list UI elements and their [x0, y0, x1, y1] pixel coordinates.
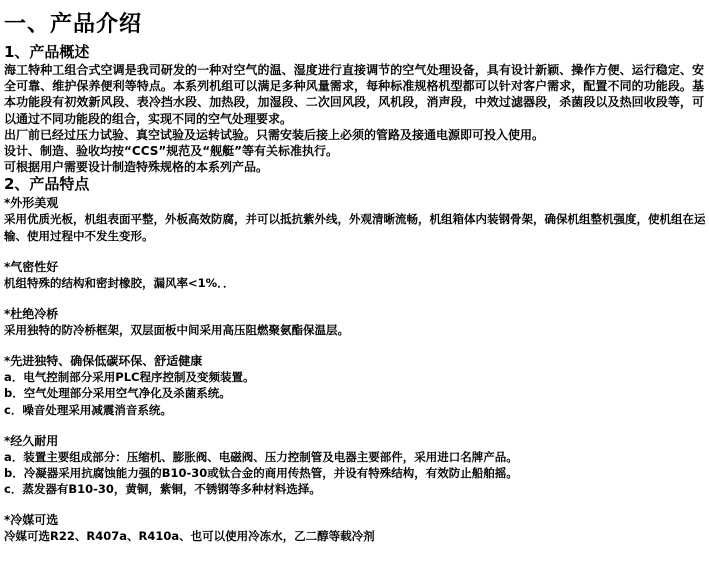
- overview-title: 1、产品概述: [4, 43, 90, 61]
- feature-refrigerant: [4, 512, 709, 544]
- overview-paragraph: 设计、制造、验收均按“CCS”规范及“舰艇”等有关标准执行。: [4, 144, 339, 159]
- feature-text: a．电气控制部分采用PLC程序控制及变频装置。: [4, 370, 255, 385]
- feature-cold-bridge: [4, 306, 709, 338]
- feature-text: 机组特殊的结构和密封橡胶，漏风率<1%．．: [4, 275, 235, 290]
- feature-appearance: [4, 195, 709, 243]
- feature-text: c．噪音处理采用减震消音系统。: [4, 402, 172, 417]
- feature-title: *杜绝冷桥: [4, 307, 59, 322]
- overview-paragraph: 出厂前已经过压力试验、真空试验及运转试验。只需安装后接上必须的管路及接通电源即可投入使用。: [4, 127, 545, 142]
- features-title: 2、产品特点: [4, 175, 90, 194]
- feature-text: 采用独特的防冷桥框架，双层面板中间采用高压阻燃聚氨酯保温层。: [4, 323, 349, 338]
- feature-text: 冷媒可选R22、R407a、R410a、也可以使用冷冻水，乙二醇等载冷剂: [4, 529, 375, 544]
- feature-text: 采用优质光板，机组表面平整，外板高效防腐，并可以抵抗紫外线，外观清晰流畅，机组箱体内装钢骨架，确保机组整机强度，使机组在运输、使用过程中不发生变形。: [4, 212, 706, 243]
- feature-title: *冷媒可选: [4, 513, 59, 528]
- overview-paragraph: 可根据用户需要设计制造特殊规格的本系列产品。: [4, 160, 269, 175]
- feature-text: b．空气处理部分采用空气净化及杀菌系统。: [4, 386, 231, 401]
- feature-airtightness: [4, 259, 709, 291]
- overview-section: [4, 43, 709, 175]
- feature-title: *先进独特、确保低碳环保、舒适健康: [4, 354, 203, 369]
- page-title: 一、产品介绍: [4, 12, 143, 37]
- feature-text: c．蒸发器有B10-30，黄铜，紫铜，不锈钢等多种材料选择。: [4, 482, 321, 497]
- feature-title: *气密性好: [4, 259, 59, 274]
- feature-title: *外形美观: [4, 196, 59, 211]
- feature-advanced: [4, 353, 709, 418]
- feature-text: a．装置主要组成部分：压缩机、膨胀阀、电磁阀、压力控制管及电器主要部件，采用进口名牌产品。: [4, 449, 518, 464]
- overview-paragraph: 海工特种工组合式空调是我司研发的一种对空气的温、湿度进行直接调节的空气处理设备，具有设计新颖、操作方便、运行稳定、安全可靠、维护保养便利等特点。本系列机组可以满足多种风量需求，每种标准规格机型都可以针对客户需求，配置不同的功能段。基本功能段有初效新风段、表冷挡水段、加热段，加湿段、二次回风段，风机段，消声段，中效过滤器段，杀菌段以及热回收段等，可以通过不同功能段的组合，实现不同的空气处理要求。: [4, 63, 704, 126]
- feature-text: b．冷凝器采用抗腐蚀能力强的B10-30或钛合金的商用传热管，并设有特殊结构，有效防止船舶摇。: [4, 466, 518, 481]
- feature-title: *经久耐用: [4, 433, 59, 448]
- feature-durability: [4, 433, 709, 498]
- features-section: [4, 195, 709, 544]
